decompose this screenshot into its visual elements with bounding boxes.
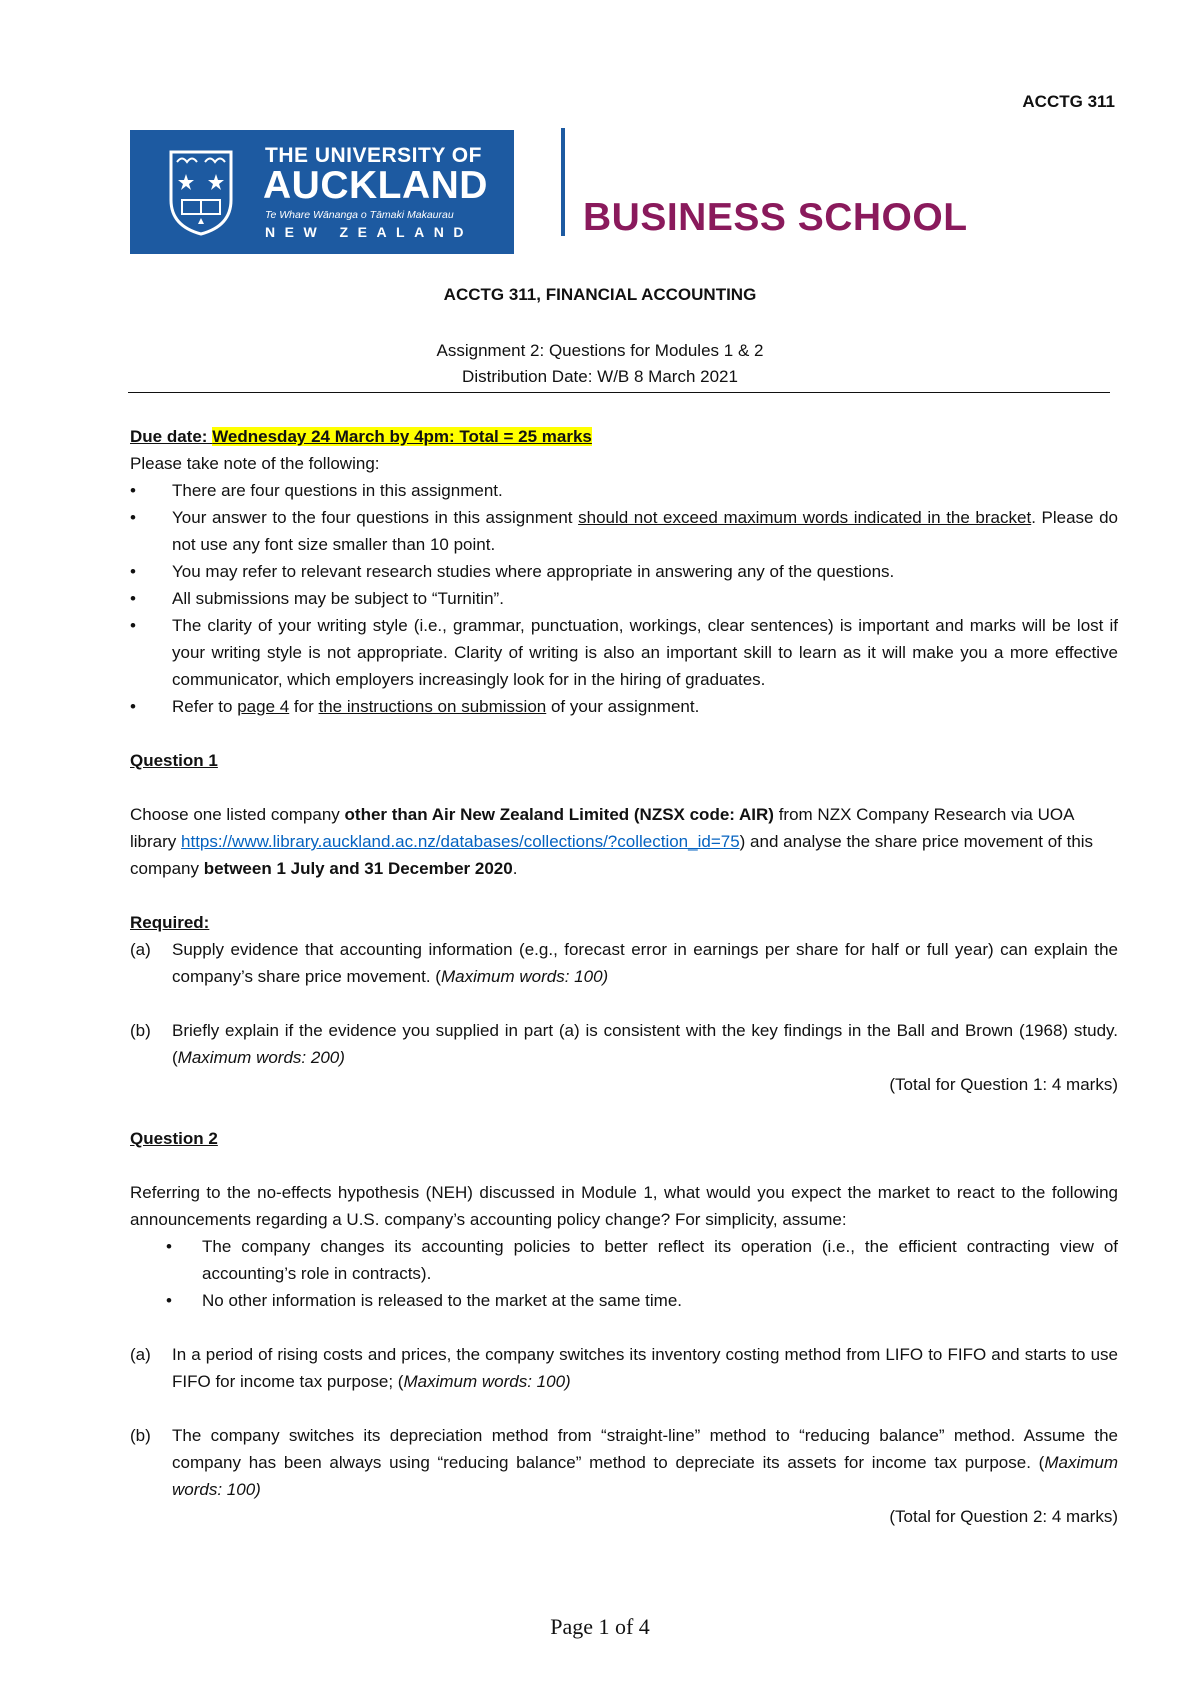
- list-item: • The company changes its accounting policies to better reflect its operation (i.e., the efficient contracting view of accounting’s role in contracts).: [130, 1233, 1118, 1287]
- page-number: Page 1 of 4: [550, 1614, 650, 1639]
- assumptions-list: [130, 1233, 1118, 1314]
- due-date-highlight: Wednesday 24 March by 4pm: Total = 25 marks: [212, 427, 592, 446]
- assignment-subtitle: Assignment 2: Questions for Modules 1 & 2: [436, 341, 764, 360]
- distribution-date: Distribution Date: W/B 8 March 2021: [462, 367, 738, 386]
- list-item: • You may refer to relevant research studies where appropriate in answering any of the questions.: [130, 558, 1118, 585]
- question-2-heading: Question 2: [130, 1129, 218, 1148]
- list-item: • Your answer to the four questions in this assignment should not exceed maximum words indicated in the bracket. Please do not use any font size smaller than 10 point.: [130, 504, 1118, 558]
- logo-text-maori: Te Whare Wānanga o Tāmaki Makaurau: [265, 209, 454, 221]
- crest-icon: [168, 148, 234, 236]
- list-item: • The clarity of your writing style (i.e., grammar, punctuation, workings, clear sentences) is important and marks will be lost if your writing style is not appropriate. Clarity of writing is also an important skill to learn as it will make you a more effective communicator, which employers increasingly look for in the hiring of graduates.: [130, 612, 1118, 693]
- question-1b: (b) Briefly explain if the evidence you supplied in part (a) is consistent with the key findings in the Ball and Brown (1968) study. (Maximum words: 200): [130, 1021, 1118, 1067]
- logo-text-auckland: AUCKLAND: [263, 164, 488, 207]
- question-2a: (a) In a period of rising costs and prices, the company switches its inventory costing method from LIFO to FIFO and starts to use FIFO for income tax purpose; (Maximum words: 100): [130, 1345, 1118, 1391]
- page-reference: page 4: [237, 697, 290, 716]
- question-2-total: (Total for Question 2: 4 marks): [889, 1507, 1118, 1526]
- list-item: • All submissions may be subject to “Turnitin”.: [130, 585, 1118, 612]
- due-date: Due date: Wednesday 24 March by 4pm: Total = 25 marks: [130, 427, 592, 446]
- logo-divider: [561, 128, 565, 236]
- question-1-heading: Question 1: [130, 751, 218, 770]
- university-logo: [130, 130, 514, 254]
- question-1a: (a) Supply evidence that accounting information (e.g., forecast error in earnings per share for half or full year) can explain the company’s share price movement. (Maximum words: 100): [130, 940, 1118, 986]
- question-1-prompt: Choose one listed company other than Air New Zealand Limited (NZSX code: AIR) from NZX Company Research via UOA library https://www.library.auckland.ac.nz/databases/collections/?collection_id=75) and analyse the share price movement of this company between 1 July and 31 December 2020.: [130, 805, 1094, 878]
- question-1-total: (Total for Question 1: 4 marks): [889, 1075, 1118, 1094]
- notes-list: [130, 477, 1118, 720]
- logo-text-new-zealand: NEW ZEALAND: [265, 224, 473, 240]
- list-item: • There are four questions in this assignment.: [130, 477, 1118, 504]
- list-item: • Refer to page 4 for the instructions on submission of your assignment.: [130, 693, 1118, 720]
- business-school-wordmark: BUSINESS SCHOOL: [583, 196, 968, 239]
- notes-intro: Please take note of the following:: [130, 454, 380, 473]
- document-title: ACCTG 311, FINANCIAL ACCOUNTING: [443, 285, 757, 304]
- course-code-header: ACCTG 311: [1022, 92, 1115, 111]
- list-item: • No other information is released to the market at the same time.: [130, 1287, 1118, 1314]
- question-2-prompt: Referring to the no-effects hypothesis (NEH) discussed in Module 1, what would you expect the market to react to the following announcements regarding a U.S. company’s accounting policy change? For simplicity, assume:: [130, 1183, 1118, 1229]
- library-link[interactable]: https://www.library.auckland.ac.nz/databases/collections/?collection_id=75: [181, 832, 740, 851]
- question-2b: (b) The company switches its depreciation method from “straight-line” method to “reducing balance” method. Assume the company has been always using “reducing balance” method to depreciate its assets for income tax purpose. (Maximum words: 100): [130, 1426, 1118, 1499]
- submission-instructions-reference: the instructions on submission: [318, 697, 547, 716]
- header-rule: [128, 392, 1110, 393]
- required-label: Required:: [130, 913, 210, 932]
- document-body: [130, 423, 1118, 1530]
- logo-text-line1: THE UNIVERSITY OF: [265, 144, 482, 167]
